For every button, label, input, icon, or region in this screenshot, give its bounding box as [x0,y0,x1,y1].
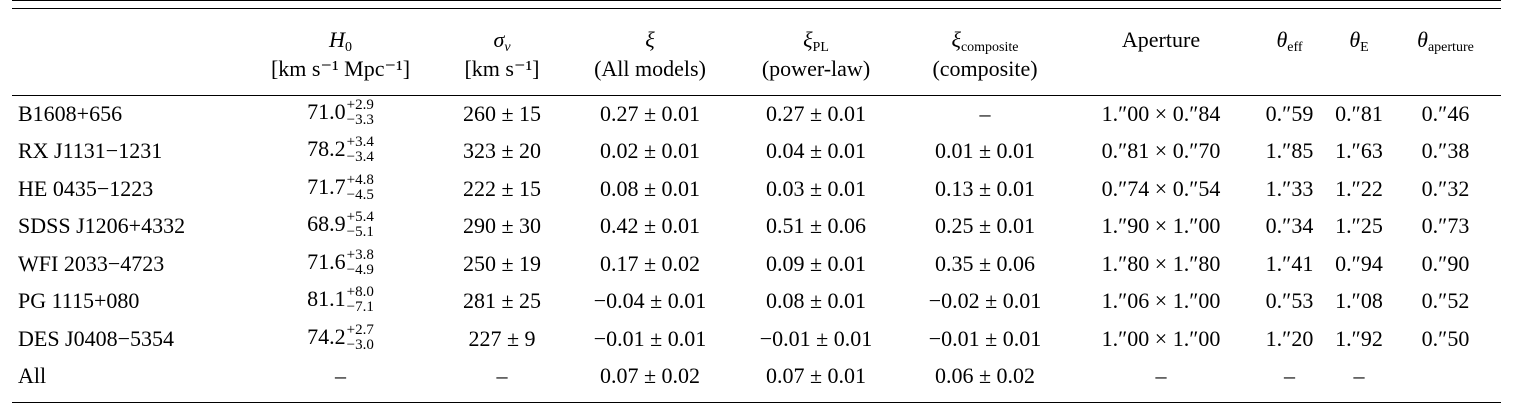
lens-name: DES J0408−5354 [18,325,175,351]
table-row [12,358,1501,396]
header-lens [12,24,244,55]
top-rule-double [12,8,1501,9]
theta-e-cell: 1.″92 [1335,325,1383,351]
aperture-cell: 1.″00 × 0.″84 [1101,100,1221,126]
xi-composite-cell: 0.06 ± 0.02 [934,363,1036,389]
xi-composite-cell: −0.02 ± 0.01 [928,288,1042,314]
theta-eff-cell: 0.″59 [1265,100,1314,126]
lens-name: RX J1131−1231 [18,138,163,164]
xi-composite-cell: 0.25 ± 0.01 [934,213,1036,239]
sigma-cell: 290 ± 30 [462,213,542,239]
xi-pl-cell: 0.51 ± 0.06 [765,213,867,239]
sigma-cell: 281 ± 25 [462,288,542,314]
theta-e-cell: 1.″63 [1335,138,1383,164]
theta-aperture-cell: 0.″73 [1421,213,1470,239]
table-body [12,95,1501,395]
lens-table [12,24,1501,395]
sigma-cell: 227 ± 9 [468,325,536,351]
aperture-cell: 0.″74 × 0.″54 [1101,175,1221,201]
theta-eff-cell: 1.″20 [1265,325,1314,351]
xi-cell: 0.02 ± 0.01 [599,138,701,164]
theta-e-cell: 1.″22 [1335,175,1383,201]
theta-eff-cell: 0.″53 [1265,288,1314,314]
header-theta-eff: $\theta_{eff}$ [1276,27,1303,55]
lens-name: PG 1115+080 [18,288,140,314]
theta-aperture-cell: 0.″38 [1421,138,1470,164]
lens-name: SDSS J1206+4332 [18,213,186,239]
lens-name: HE 0435−1223 [18,175,154,201]
theta-e-cell: 1.″08 [1335,288,1383,314]
xi-pl-cell: 0.09 ± 0.01 [765,250,867,276]
xi-composite-cell: 0.01 ± 0.01 [934,138,1036,164]
units-h0: [km s⁻¹ Mpc⁻¹] [270,56,411,81]
xi-composite-cell: – [979,100,991,126]
table-row [12,170,1501,208]
table-row [12,245,1501,283]
theta-eff-cell: 0.″34 [1265,213,1314,239]
bottom-rule [12,402,1501,403]
theta-e-cell: 1.″25 [1335,213,1383,239]
lens-name: B1608+656 [18,100,123,126]
h0-cell: 81.1 +8.0 −7.1 [307,284,374,316]
xi-pl-cell: 0.27 ± 0.01 [765,100,867,126]
theta-e-cell: 0.″81 [1335,100,1383,126]
xi-composite-cell: −0.01 ± 0.01 [928,325,1042,351]
h0-cell: 71.6 +3.8 −4.9 [307,246,374,278]
aperture-cell: 1.″90 × 1.″00 [1101,213,1221,239]
theta-aperture-cell: 0.″50 [1421,325,1470,351]
table-row [12,208,1501,246]
aperture-cell: – [1155,363,1167,389]
xi-pl-cell: −0.01 ± 0.01 [759,325,873,351]
theta-aperture-cell: 0.″52 [1421,288,1470,314]
h0-cell: 78.2 +3.4 −3.4 [307,134,374,166]
h0-cell: 74.2 +2.7 −3.0 [307,321,374,353]
xi-cell: 0.27 ± 0.01 [599,100,701,126]
header-sigma: $\sigma_v$ [493,27,511,55]
xi-composite-cell: 0.13 ± 0.01 [934,175,1036,201]
header-theta-e: $\theta_E$ [1349,27,1369,55]
table-row [12,320,1501,358]
theta-e-cell: – [1353,363,1365,389]
units-xi-pl: (power-law) [761,56,871,81]
aperture-cell: 1.″06 × 1.″00 [1101,288,1221,314]
theta-e-cell: 0.″94 [1335,250,1383,276]
aperture-cell: 1.″00 × 1.″00 [1101,325,1221,351]
lens-name: All [18,363,47,389]
theta-eff-cell: – [1284,363,1295,389]
theta-aperture-cell [1390,358,1501,396]
sigma-cell: – [496,363,508,389]
xi-pl-cell: 0.04 ± 0.01 [765,138,867,164]
h0-cell: 71.7 +4.8 −4.5 [307,171,374,203]
table-row [12,283,1501,321]
xi-cell: 0.17 ± 0.02 [599,250,701,276]
xi-cell: 0.07 ± 0.02 [599,363,701,389]
header-h0: $H_0$ [329,27,352,55]
xi-pl-cell: 0.03 ± 0.01 [765,175,867,201]
table-row [12,95,1501,133]
lens-name: WFI 2033−4723 [18,250,165,276]
theta-eff-cell: 1.″33 [1265,175,1314,201]
h0-cell: 71.0 +2.9 −3.3 [307,96,374,128]
theta-aperture-cell: 0.″46 [1421,100,1470,126]
aperture-cell: 1.″80 × 1.″80 [1101,250,1221,276]
header-xi: ξ [645,27,655,52]
theta-eff-cell: 1.″85 [1265,138,1314,164]
sigma-cell: 250 ± 19 [462,250,542,276]
sigma-cell: 260 ± 15 [462,100,542,126]
table-row [12,133,1501,171]
h0-cell: – [335,363,346,389]
sigma-cell: 323 ± 20 [462,138,542,164]
theta-aperture-cell: 0.″32 [1421,175,1470,201]
header-aperture: Aperture [1121,27,1201,52]
theta-aperture-cell: 0.″90 [1421,250,1470,276]
theta-eff-cell: 1.″41 [1265,250,1314,276]
xi-cell: −0.04 ± 0.01 [593,288,707,314]
xi-cell: 0.42 ± 0.01 [599,213,701,239]
header-theta-aperture: $\theta_{aperture}$ [1417,27,1474,55]
units-xi: (All models) [594,56,706,81]
header-xi-composite: $\xi_{composite}$ [951,27,1019,55]
units-row [12,55,1501,83]
units-xi-composite: (composite) [932,56,1038,81]
aperture-cell: 0.″81 × 0.″70 [1101,138,1221,164]
header-row [12,24,1501,55]
xi-pl-cell: 0.08 ± 0.01 [765,288,867,314]
h0-cell: 68.9 +5.4 −5.1 [307,209,374,241]
xi-pl-cell: 0.07 ± 0.01 [765,363,867,389]
xi-cell: −0.01 ± 0.01 [593,325,707,351]
units-sigma: [km s⁻¹] [464,56,540,81]
header-xi-pl: $\xi_{PL}$ [803,27,829,55]
xi-composite-cell: 0.35 ± 0.06 [934,250,1036,276]
xi-cell: 0.08 ± 0.01 [599,175,701,201]
top-rule [12,0,1501,1]
sigma-cell: 222 ± 15 [462,175,542,201]
